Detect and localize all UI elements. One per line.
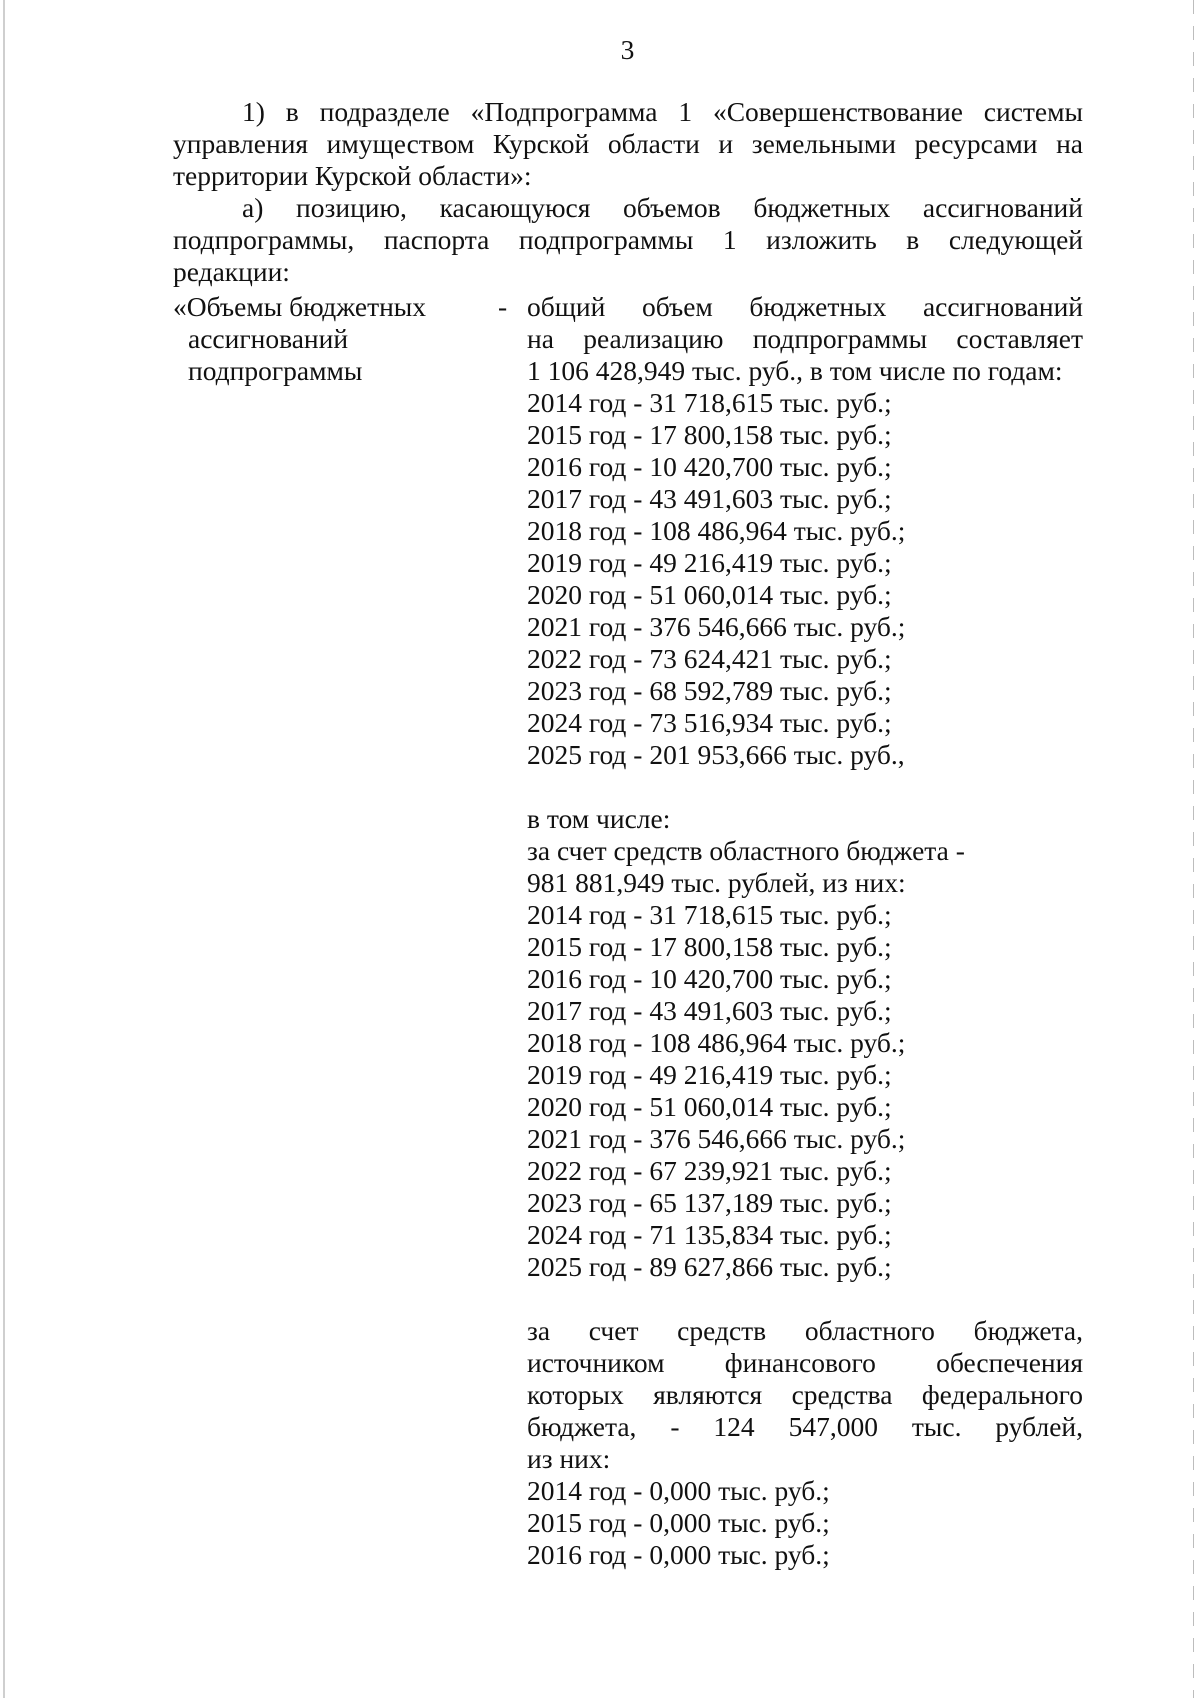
year-line: 2015 год - 0,000 тыс. руб.; <box>527 1507 830 1538</box>
year-line: 2021 год - 376 546,666 тыс. руб.; <box>527 1123 906 1154</box>
year-line: 2021 год - 376 546,666 тыс. руб.; <box>527 611 906 642</box>
year-line: 2014 год - 0,000 тыс. руб.; <box>527 1475 830 1506</box>
intro-line: редакции: <box>173 256 290 287</box>
year-line: 2016 год - 10 420,700 тыс. руб.; <box>527 963 892 994</box>
federal-years-list <box>527 1475 1083 1571</box>
intro-line: подпрограммы, паспорта подпрограммы 1 изложить в следующей <box>173 224 1083 255</box>
year-line: 2022 год - 67 239,921 тыс. руб.; <box>527 1155 892 1186</box>
scan-edge-left <box>3 0 5 1698</box>
position-label-line: «Объемы бюджетных <box>173 291 427 322</box>
year-line: 2014 год - 31 718,615 тыс. руб.; <box>527 899 892 930</box>
year-line: 2015 год - 17 800,158 тыс. руб.; <box>527 419 892 450</box>
position-label <box>173 291 503 387</box>
total-years-list <box>527 387 1083 771</box>
year-line: 2014 год - 31 718,615 тыс. руб.; <box>527 387 892 418</box>
intro-line: а) позицию, касающуюся объемов бюджетных ассигнований <box>242 192 1083 223</box>
page-number: 3 <box>620 34 635 65</box>
spacer <box>527 771 1083 803</box>
year-line: 2016 год - 10 420,700 тыс. руб.; <box>527 451 892 482</box>
year-line: 2020 год - 51 060,014 тыс. руб.; <box>527 579 892 610</box>
year-line: 2018 год - 108 486,964 тыс. руб.; <box>527 1027 906 1058</box>
position-label-line: подпрограммы <box>188 355 363 386</box>
federal-line: бюджета, - 124 547,000 тыс. рублей, <box>527 1411 1083 1442</box>
intro-line: управления имуществом Курской области и земельными ресурсами на <box>173 128 1083 159</box>
position-label-line: ассигнований <box>188 323 349 354</box>
year-line: 2022 год - 73 624,421 тыс. руб.; <box>527 643 892 674</box>
position-value <box>527 291 1083 1571</box>
year-line: 2017 год - 43 491,603 тыс. руб.; <box>527 995 892 1026</box>
year-line: 2015 год - 17 800,158 тыс. руб.; <box>527 931 892 962</box>
federal-line: из них: <box>527 1443 611 1474</box>
year-line: 2025 год - 89 627,866 тыс. руб.; <box>527 1251 892 1282</box>
intro-line: территории Курской области»: <box>173 160 532 191</box>
intro-line: 1) в подразделе «Подпрограмма 1 «Совершенствование системы <box>242 96 1083 127</box>
year-line: 2016 год - 0,000 тыс. руб.; <box>527 1539 830 1570</box>
scan-edge-right <box>1193 0 1194 1698</box>
year-line: 2018 год - 108 486,964 тыс. руб.; <box>527 515 906 546</box>
year-line: 2017 год - 43 491,603 тыс. руб.; <box>527 483 892 514</box>
year-line: 2023 год - 68 592,789 тыс. руб.; <box>527 675 892 706</box>
position-dash: - <box>498 291 508 322</box>
regional-line: за счет средств областного бюджета - <box>527 835 965 866</box>
total-line: на реализацию подпрограммы составляет <box>527 323 1083 354</box>
year-line: 2019 год - 49 216,419 тыс. руб.; <box>527 547 892 578</box>
federal-line: за счет средств областного бюджета, <box>527 1315 1083 1346</box>
year-line: 2023 год - 65 137,189 тыс. руб.; <box>527 1187 892 1218</box>
regional-years-list <box>527 899 1083 1283</box>
year-line: 2020 год - 51 060,014 тыс. руб.; <box>527 1091 892 1122</box>
year-line: 2024 год - 71 135,834 тыс. руб.; <box>527 1219 892 1250</box>
federal-line: которых являются средства федерального <box>527 1379 1083 1410</box>
regional-line: 981 881,949 тыс. рублей, из них: <box>527 867 906 898</box>
spacer <box>527 1283 1083 1315</box>
federal-line: источником финансового обеспечения <box>527 1347 1083 1378</box>
regional-line: в том числе: <box>527 803 671 834</box>
intro-paragraph <box>173 96 1083 288</box>
year-line: 2024 год - 73 516,934 тыс. руб.; <box>527 707 892 738</box>
total-line: 1 106 428,949 тыс. руб., в том числе по годам: <box>527 355 1063 386</box>
total-line: общий объем бюджетных ассигнований <box>527 291 1083 322</box>
year-line: 2019 год - 49 216,419 тыс. руб.; <box>527 1059 892 1090</box>
year-line: 2025 год - 201 953,666 тыс. руб., <box>527 739 905 770</box>
